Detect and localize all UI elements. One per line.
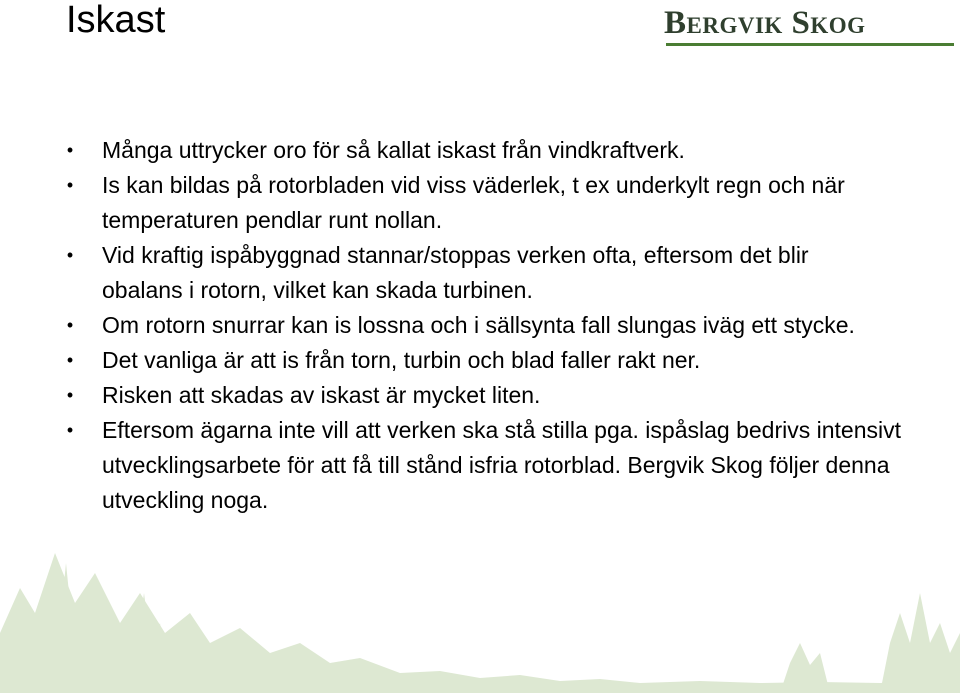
forest-background-icon: [0, 493, 960, 693]
list-item: [60, 308, 940, 343]
bullet-text: Om rotorn snurrar kan is lossna och i sällsynta fall slungas iväg ett stycke.: [102, 312, 855, 338]
bullet-dot-icon: •: [66, 140, 74, 160]
bullet-dot-icon: •: [66, 350, 74, 370]
bullet-dot-icon: •: [66, 420, 74, 440]
bullet-text: Eftersom ägarna inte vill att verken ska stå stilla pga. ispåslag bedrivs intensivt utvecklingsarbete för att få till stånd isfria rotorblad. Bergvik Skog följer denna utveckling noga.: [102, 417, 901, 513]
bullet-dot-icon: •: [66, 245, 74, 265]
list-item: [60, 168, 940, 238]
list-item: [60, 238, 940, 308]
bullet-text: Risken att skadas av iskast är mycket liten.: [102, 382, 541, 408]
logo-underline: [666, 43, 954, 46]
bullet-text: Is kan bildas på rotorbladen vid viss väderlek, t ex underkylt regn och när temperaturen pendlar runt nollan.: [102, 172, 845, 233]
bullet-text: Det vanliga är att is från torn, turbin och blad faller rakt ner.: [102, 347, 701, 373]
list-item: [60, 378, 940, 413]
bullet-text: Många uttrycker oro för så kallat iskast från vindkraftverk.: [102, 137, 685, 163]
bullet-dot-icon: •: [66, 175, 74, 195]
page-title: Iskast: [66, 0, 166, 41]
list-item: [60, 413, 940, 518]
list-item: [60, 343, 940, 378]
bullet-list: [60, 133, 940, 518]
list-item: [60, 133, 940, 168]
bullet-dot-icon: •: [66, 315, 74, 335]
bergvik-skog-logo: [664, 6, 956, 46]
bullet-text: Vid kraftig ispåbyggnad stannar/stoppas verken ofta, eftersom det blir obalans i rotorn, vilket kan skada turbinen.: [102, 242, 809, 303]
logo-text: Bergvik Skog: [664, 5, 866, 41]
bullet-dot-icon: •: [66, 385, 74, 405]
